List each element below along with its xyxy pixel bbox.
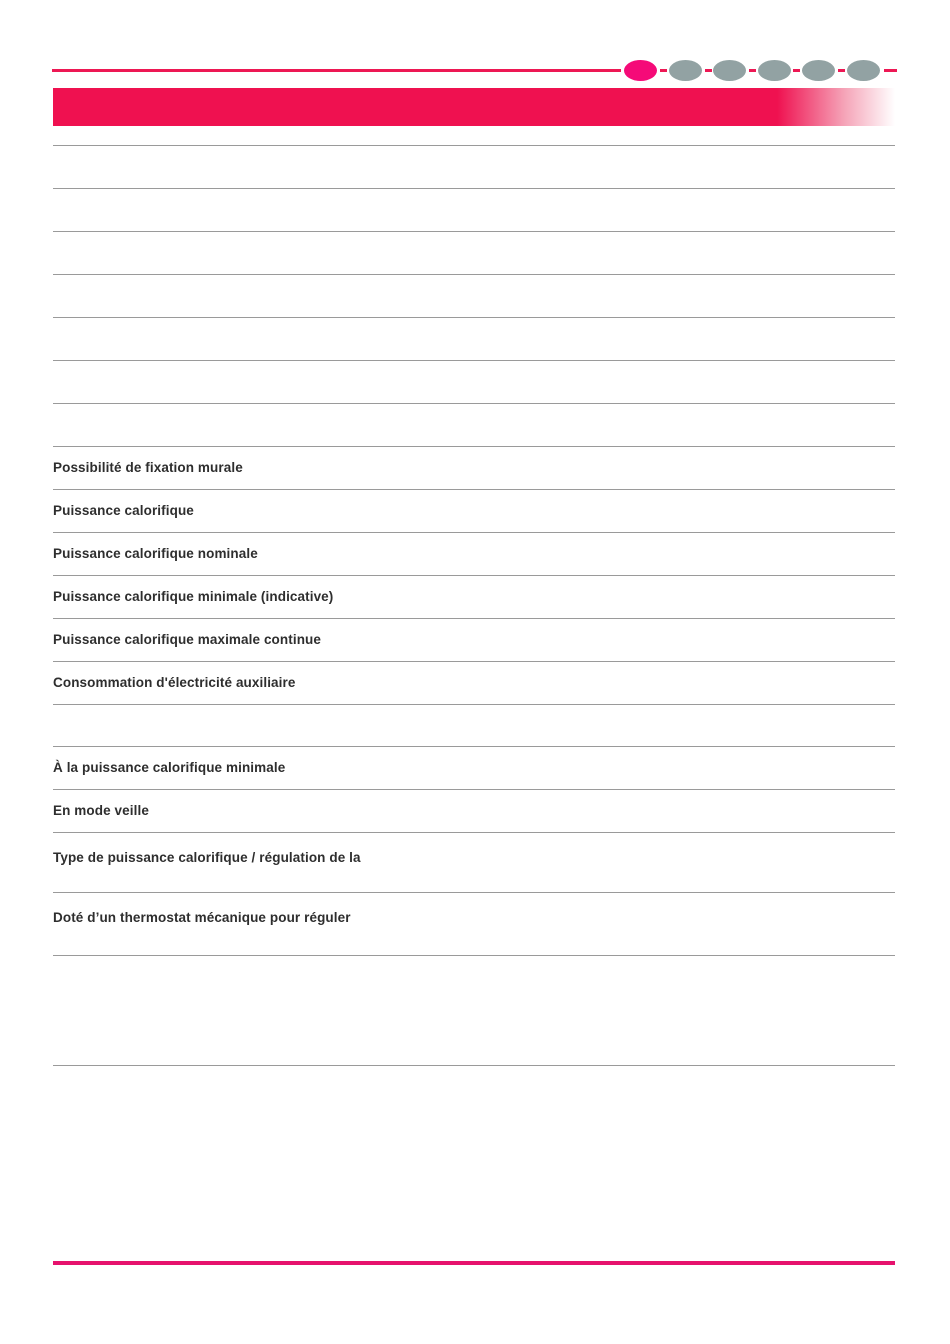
spec-row: [53, 662, 895, 705]
spec-row-label: Type de puissance calorifique / régulation de la: [53, 850, 361, 865]
spec-row-label: Doté d’un thermostat mécanique pour réguler: [53, 910, 351, 925]
active-step-dot-icon: [624, 60, 657, 81]
spec-row-label: En mode veille: [53, 803, 149, 818]
step-dot-icon: [758, 60, 791, 81]
stepper-dash: [793, 69, 800, 72]
stepper-dash: [749, 69, 756, 72]
spec-row: [53, 404, 895, 447]
step-dot-icon: [713, 60, 746, 81]
spec-row-label: Puissance calorifique minimale (indicative): [53, 589, 334, 604]
step-dot-icon: [802, 60, 835, 81]
stepper-dash: [705, 69, 712, 72]
spec-row: [53, 956, 895, 1066]
stepper-dash: [884, 69, 897, 72]
spec-row: [53, 318, 895, 361]
spec-row: [53, 705, 895, 747]
spec-row: [53, 619, 895, 662]
header-band: [53, 88, 895, 126]
spec-row: [53, 747, 895, 790]
spec-row: [53, 189, 895, 232]
spec-row-label: À la puissance calorifique minimale: [53, 760, 286, 775]
spec-row: [53, 576, 895, 619]
spec-row-label: Possibilité de fixation murale: [53, 460, 243, 475]
spec-row-label: Puissance calorifique: [53, 503, 194, 518]
step-dot-icon: [669, 60, 702, 81]
spec-row: [53, 275, 895, 318]
stepper-dash: [838, 69, 845, 72]
stepper-line: [52, 69, 621, 72]
spec-row-label: Puissance calorifique nominale: [53, 546, 258, 561]
spec-row: [53, 232, 895, 275]
footer-rule: [53, 1261, 895, 1265]
spec-row: [53, 833, 895, 893]
spec-row: [53, 490, 895, 533]
step-dot-icon: [847, 60, 880, 81]
stepper-dash: [660, 69, 667, 72]
spec-row-label: Puissance calorifique maximale continue: [53, 632, 321, 647]
spec-row: [53, 146, 895, 189]
spec-row: [53, 361, 895, 404]
spec-row: [53, 893, 895, 956]
spec-row: [53, 447, 895, 490]
spec-row: [53, 790, 895, 833]
spec-row-label: Consommation d'électricité auxiliaire: [53, 675, 296, 690]
spec-table: [53, 145, 895, 1066]
spec-row: [53, 533, 895, 576]
